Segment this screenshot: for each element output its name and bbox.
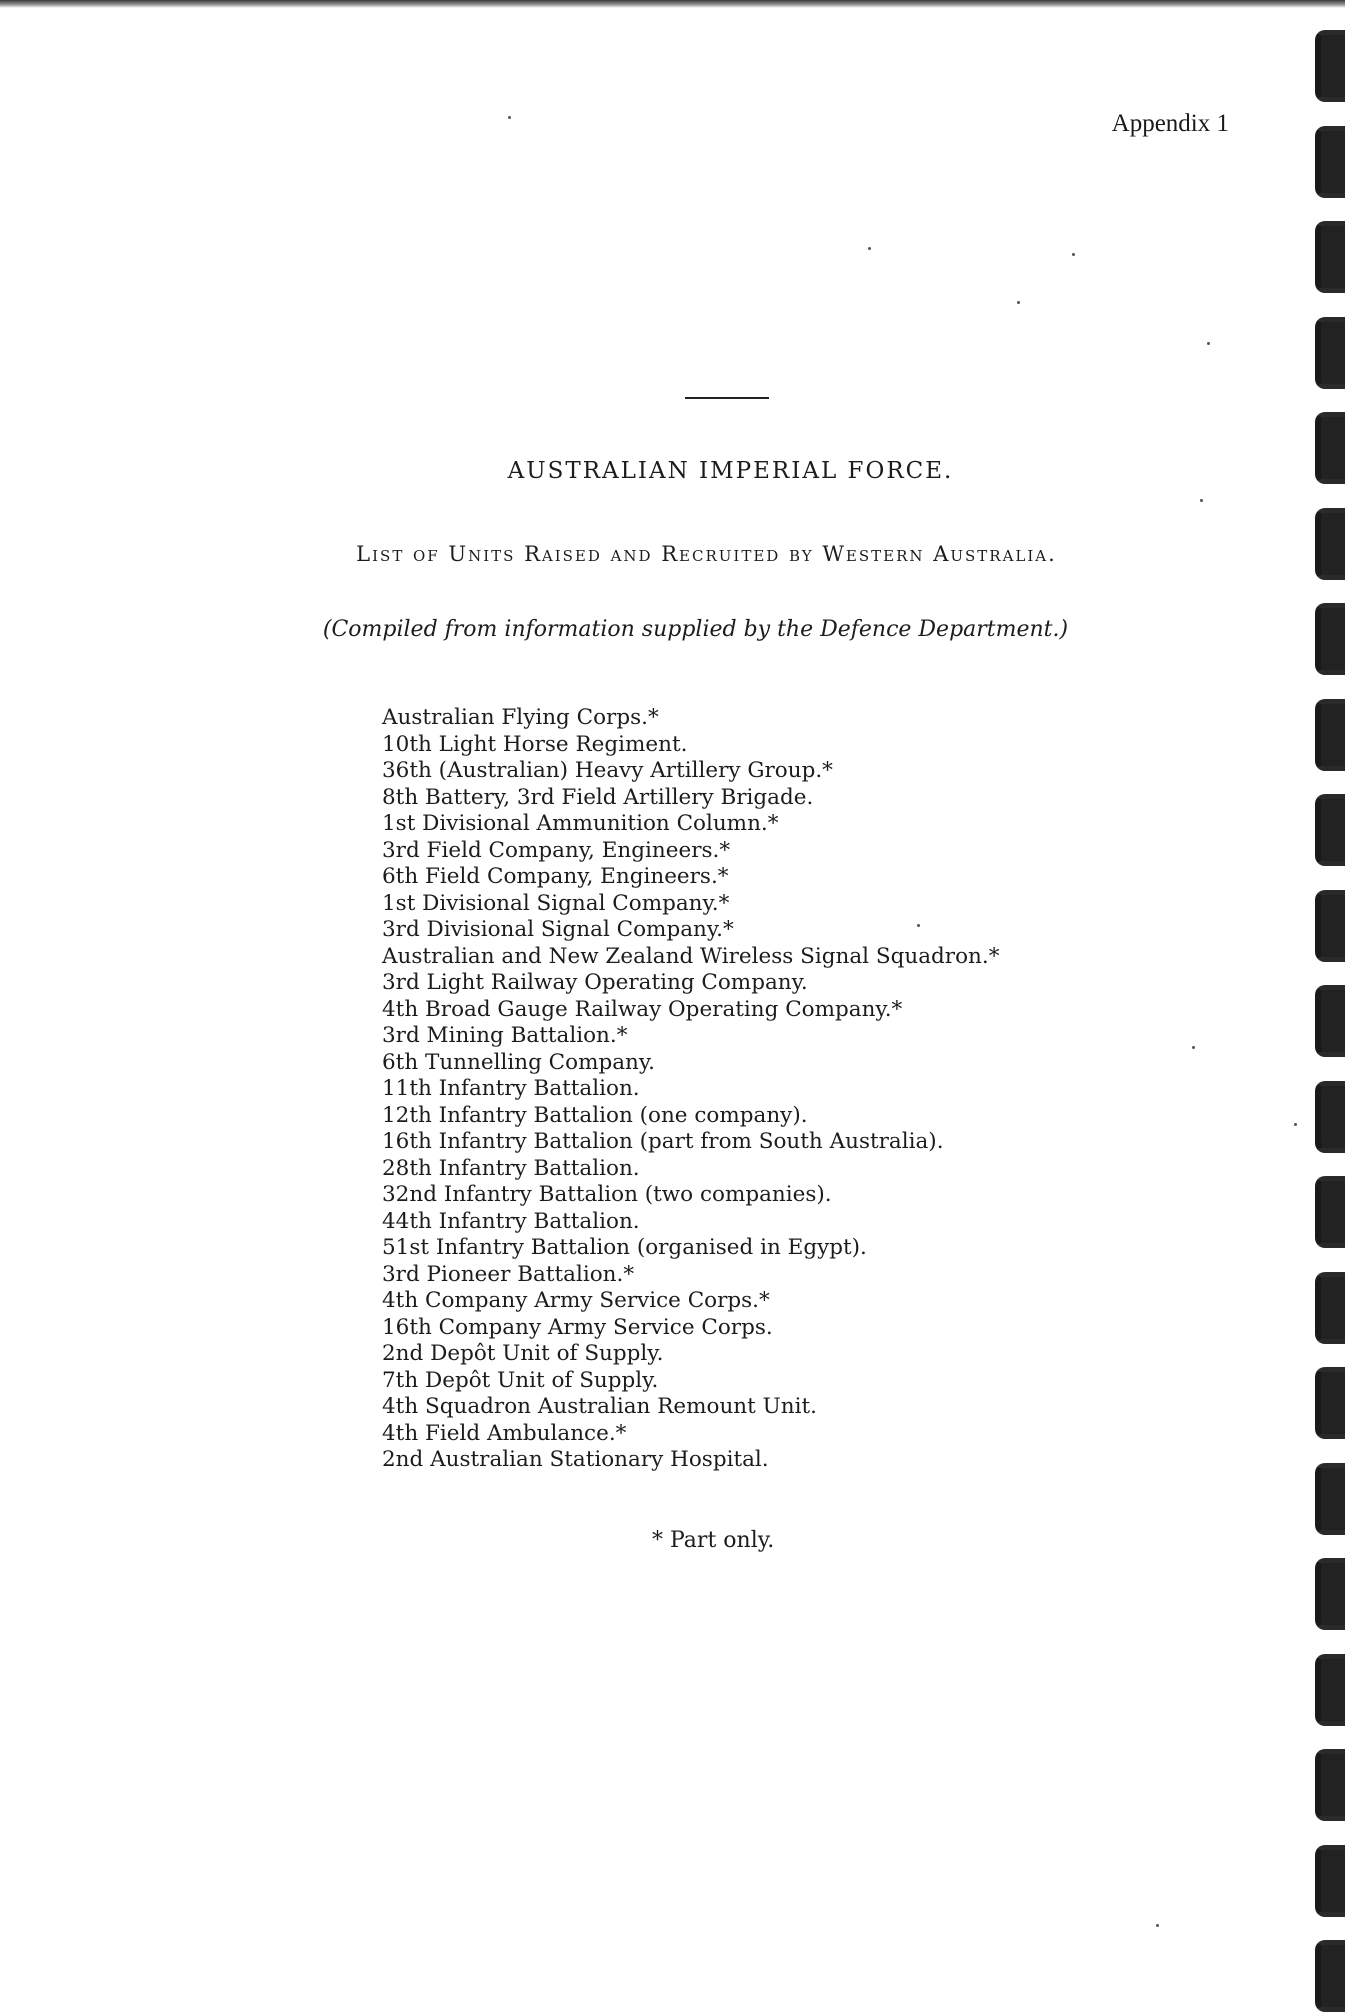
- unit-item: 36th (Australian) Heavy Artillery Group.*: [382, 758, 833, 783]
- document-subtitle: List of Units Raised and Recruited by Western Australia.: [356, 542, 1057, 566]
- binding-ring: [1315, 1081, 1345, 1153]
- scan-speck: [1200, 499, 1203, 502]
- unit-item: 4th Squadron Australian Remount Unit.: [382, 1394, 817, 1419]
- document-title: AUSTRALIAN IMPERIAL FORCE.: [507, 458, 954, 484]
- unit-item: 44th Infantry Battalion.: [382, 1208, 640, 1234]
- spiral-binding: [1305, 0, 1345, 2000]
- binding-ring: [1315, 317, 1345, 389]
- binding-ring: [1315, 1654, 1345, 1726]
- binding-ring: [1315, 699, 1345, 771]
- scan-speck: [1207, 342, 1210, 345]
- unit-item: 28th Infantry Battalion.: [382, 1155, 640, 1181]
- unit-item: 4th Company Army Service Corps.*: [382, 1288, 770, 1313]
- unit-item: 12th Infantry Battalion (one company).: [382, 1102, 808, 1128]
- unit-item: 4th Field Ambulance.*: [382, 1420, 627, 1446]
- unit-item: Australian and New Zealand Wireless Signal Squadron.*: [382, 943, 1000, 969]
- scan-speck: [868, 247, 871, 250]
- compiled-note: (Compiled from information supplied by the Defence Department.): [322, 617, 1069, 642]
- binding-ring: [1315, 126, 1345, 198]
- scan-speck: [1017, 301, 1020, 304]
- scan-speck: [1192, 1046, 1195, 1049]
- scan-speck: [508, 116, 511, 119]
- unit-item: 32nd Infantry Battalion (two companies).: [382, 1182, 832, 1207]
- binding-ring: [1315, 1749, 1345, 1821]
- units-list: [382, 705, 999, 1474]
- footnote: * Part only.: [652, 1528, 775, 1553]
- binding-ring: [1315, 30, 1345, 102]
- scan-speck: [1072, 253, 1075, 256]
- unit-item: 2nd Depôt Unit of Supply.: [382, 1341, 664, 1366]
- unit-item: 4th Broad Gauge Railway Operating Company.*: [382, 996, 903, 1022]
- unit-item: 3rd Light Railway Operating Company.: [382, 970, 808, 995]
- unit-item: 3rd Pioneer Battalion.*: [382, 1261, 635, 1287]
- binding-ring: [1315, 1463, 1345, 1535]
- unit-item: 7th Depôt Unit of Supply.: [382, 1367, 659, 1393]
- section-divider: [685, 397, 769, 399]
- binding-ring: [1315, 1176, 1345, 1248]
- binding-ring: [1315, 1845, 1345, 1917]
- unit-item: 1st Divisional Signal Company.*: [382, 890, 730, 916]
- scan-speck: [917, 924, 920, 927]
- binding-ring: [1315, 221, 1345, 293]
- binding-ring: [1315, 794, 1345, 866]
- unit-item: 2nd Australian Stationary Hospital.: [382, 1447, 769, 1472]
- unit-item: 6th Tunnelling Company.: [382, 1049, 656, 1075]
- binding-ring: [1315, 890, 1345, 962]
- unit-item: 16th Infantry Battalion (part from South Australia).: [382, 1129, 944, 1154]
- unit-item: 11th Infantry Battalion.: [382, 1076, 640, 1101]
- unit-item: 8th Battery, 3rd Field Artillery Brigade.: [382, 784, 814, 810]
- unit-item: 1st Divisional Ammunition Column.*: [382, 811, 779, 836]
- scan-speck: [1294, 1123, 1297, 1126]
- unit-item: 10th Light Horse Regiment.: [382, 731, 688, 757]
- binding-ring: [1315, 1558, 1345, 1630]
- unit-item: 16th Company Army Service Corps.: [382, 1314, 773, 1340]
- appendix-label: Appendix 1: [1111, 110, 1229, 137]
- page-top-edge: [0, 0, 1345, 8]
- unit-item: Australian Flying Corps.*: [382, 705, 659, 730]
- binding-ring: [1315, 1940, 1345, 2012]
- unit-item: 6th Field Company, Engineers.*: [382, 864, 729, 889]
- binding-ring: [1315, 1272, 1345, 1344]
- unit-item: 3rd Field Company, Engineers.*: [382, 837, 731, 863]
- binding-ring: [1315, 1367, 1345, 1439]
- unit-item: 3rd Mining Battalion.*: [382, 1023, 628, 1048]
- unit-item: 51st Infantry Battalion (organised in Egypt).: [382, 1235, 867, 1260]
- scan-speck: [1156, 1924, 1159, 1927]
- binding-ring: [1315, 985, 1345, 1057]
- unit-item: 3rd Divisional Signal Company.*: [382, 917, 734, 942]
